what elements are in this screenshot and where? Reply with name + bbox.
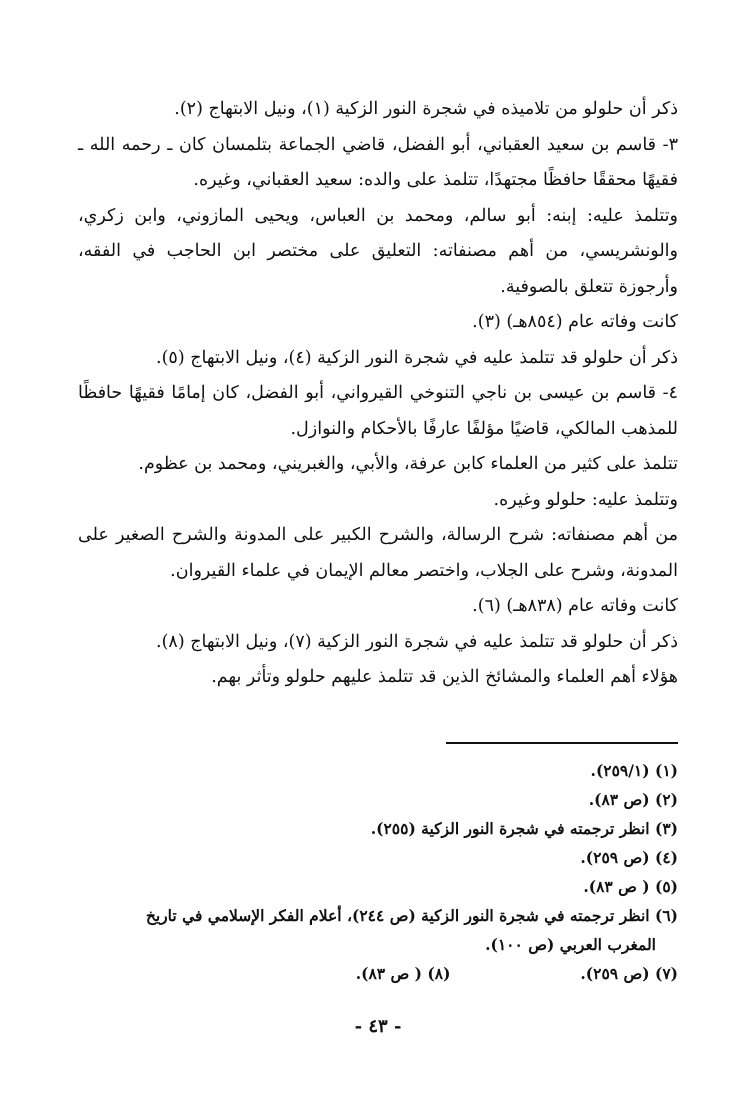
- paragraph-6: ٤- قاسم بن عيسى بن ناجي التنوخي القيرواني، أبو الفضل، كان إمامًا فقيهًا حافظًا للمذهب المالكي، قاضيًا مؤلفًا عارفًا بالأحكام والنوازل.: [78, 383, 678, 439]
- footnotes: [78, 756, 678, 988]
- paragraph-9: من أهم مصنفاته: شرح الرسالة، والشرح الكبير على المدونة والشرح الصغير على المدونة، وشرح على الجلاب، واختصر معالم الإيمان في علماء القيروان.: [78, 525, 678, 581]
- paragraph-2: ٣- قاسم بن سعيد العقباني، أبو الفضل، قاضي الجماعة بتلمسان كان ـ رحمه الله ـ فقيهًا محققًا حافظًا مجتهدًا، تتلمذ على والده: سعيد العقباني، وغيره.: [78, 134, 678, 190]
- page-number: - ٤٣ -: [354, 1016, 402, 1037]
- footnote-separator: [446, 742, 678, 744]
- paragraph-4: كانت وفاته عام (٨٥٤هـ) (٣).: [472, 312, 678, 332]
- footnote-5: (٥) ( ص ٨٣).: [583, 877, 678, 896]
- footnote-2: (٢) (ص ٨٣).: [588, 790, 678, 809]
- footnote-7: (٧) (ص ٢٥٩).: [580, 964, 678, 983]
- paragraph-1: ذكر أن حلولو من تلاميذه في شجرة النور الزكية (١)، ونيل الابتهاج (٢).: [174, 99, 678, 119]
- footnote-8: (٨) ( ص ٨٣).: [355, 964, 451, 983]
- paragraph-7: تتلمذ على كثير من العلماء كابن عرفة، والأبي، والغبريني، ومحمد بن عظوم.: [138, 454, 678, 474]
- footnote-4: (٤) (ص ٢٥٩).: [580, 848, 678, 867]
- paragraph-10: كانت وفاته عام (٨٣٨هـ) (٦).: [472, 596, 678, 616]
- footnote-6-continued: المغرب العربي (ص ١٠٠).: [485, 935, 656, 954]
- paragraph-3: وتتلمذ عليه: إبنه: أبو سالم، ومحمد بن العباس، ويحيى المازوني، وابن زكري، والونشريسي، من أهم مصنفاته: التعليق على مختصر ابن الحاجب في الفقه، وأرجوزة تتعلق بالصوفية.: [78, 205, 678, 297]
- footnote-1: (١) (٢٥٩/١).: [590, 761, 678, 780]
- paragraph-11: ذكر أن حلولو قد تتلمذ عليه في شجرة النور الزكية (٧)، ونيل الابتهاج (٨).: [156, 631, 678, 652]
- paragraph-8: وتتلمذ عليه: حلولو وغيره.: [493, 489, 678, 510]
- footnote-row-7-8: [78, 959, 678, 988]
- paragraph-12: هؤلاء أهم العلماء والمشائخ الذين قد تتلمذ عليهم حلولو وتأثر بهم.: [211, 667, 678, 687]
- paragraph-5: ذكر أن حلولو قد تتلمذ عليه في شجرة النور الزكية (٤)، ونيل الابتهاج (٥).: [156, 347, 678, 368]
- footnote-6: (٦) انظر ترجمته في شجرة النور الزكية (ص ٢٤٤)، أعلام الفكر الإسلامي في تاريخ: [145, 906, 678, 925]
- footnote-3: (٣) انظر ترجمته في شجرة النور الزكية (٢٥٥).: [370, 819, 678, 838]
- main-text: [78, 92, 678, 696]
